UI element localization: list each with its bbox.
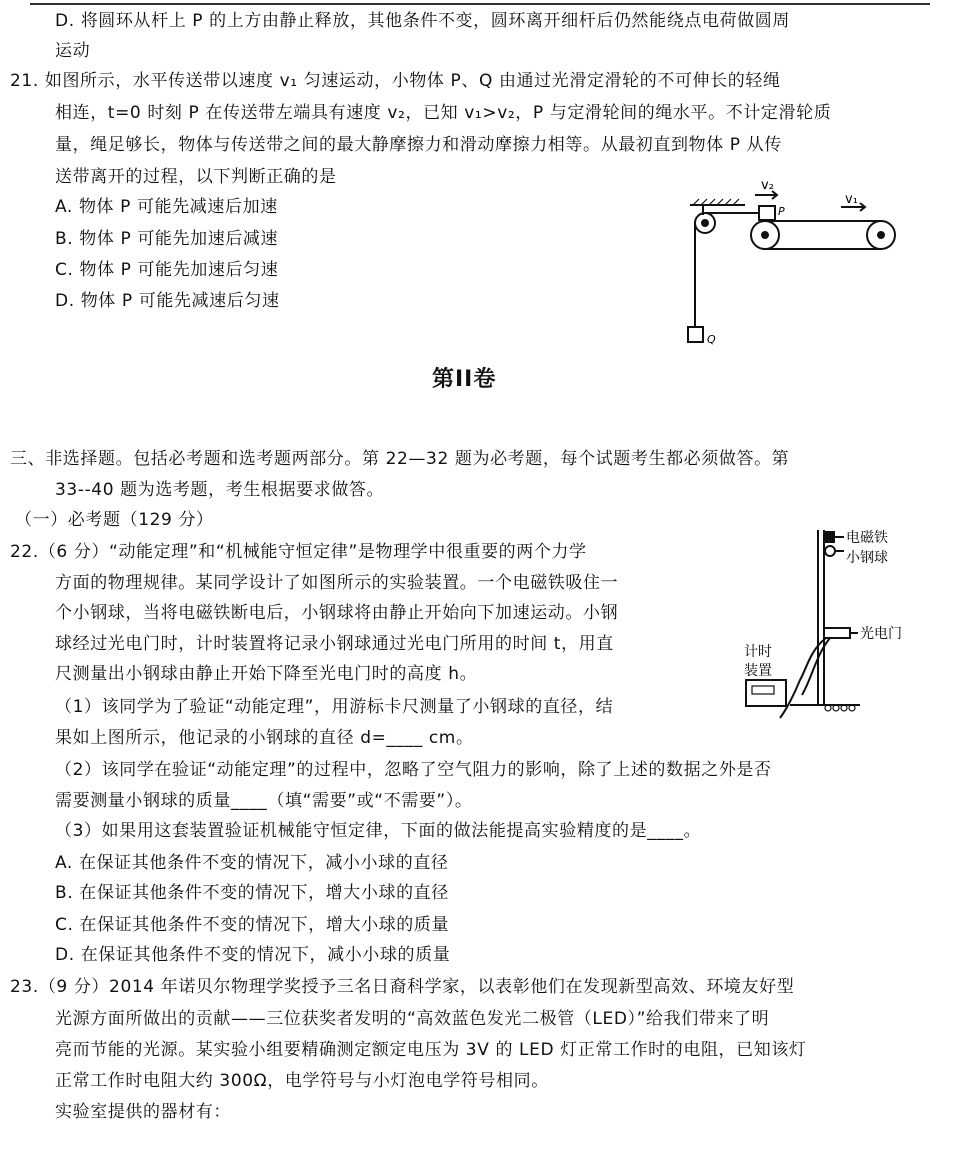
q22-sub2-line2: 需要测量小钢球的质量____（填“需要”或“不需要”）。 bbox=[55, 791, 473, 811]
q22-option-c: C. 在保证其他条件不变的情况下，增大小球的质量 bbox=[55, 915, 450, 935]
q21-option-b: B. 物体 P 可能先加速后减速 bbox=[55, 229, 279, 249]
q22-sub1-line2: 果如上图所示，他记录的小钢球的直径 d=____ cm。 bbox=[55, 728, 474, 748]
q22-stem-line5: 尺测量出小钢球由静止开始下降至光电门时的高度 h。 bbox=[55, 664, 478, 684]
q22-option-b: B. 在保证其他条件不变的情况下，增大小球的直径 bbox=[55, 883, 449, 903]
top-rule bbox=[30, 3, 930, 5]
part3-line2: 33--40 题为选考题，考生根据要求做答。 bbox=[55, 480, 385, 500]
label-ball: 小钢球 bbox=[846, 550, 888, 566]
label-v1: v₁ bbox=[845, 192, 858, 207]
q21-option-a: A. 物体 P 可能先减速后加速 bbox=[55, 197, 278, 217]
pulley-axle bbox=[702, 220, 708, 226]
block-q bbox=[688, 327, 703, 342]
label-p: P bbox=[778, 205, 785, 218]
q22-sub3: （3）如果用这套装置验证机械能守恒定律，下面的做法能提高实验精度的是____。 bbox=[55, 821, 702, 841]
label-q: Q bbox=[707, 333, 716, 346]
q22-stem-line1: 22.（6 分）“动能定理”和“机械能守恒定律”是物理学中很重要的两个力学 bbox=[10, 542, 587, 562]
q23-stem-line1: 23.（9 分）2014 年诺贝尔物理学奖授予三名日裔科学家，以表彰他们在发现新型高效、环境友好型 bbox=[10, 977, 795, 997]
q21-stem-line3: 量，绳足够长，物体与传送带之间的最大静摩擦力和滑动摩擦力相等。从最初直到物体 P 从传 bbox=[55, 135, 782, 155]
label-timer-1: 计时 bbox=[744, 644, 772, 660]
q22-sub1-line1: （1）该同学为了验证“动能定理”，用游标卡尺测量了小钢球的直径，结 bbox=[55, 697, 614, 717]
q22-apparatus-figure bbox=[740, 520, 930, 740]
q21-option-c: C. 物体 P 可能先加速后匀速 bbox=[55, 260, 279, 280]
q20-option-d-line1: D. 将圆环从杆上 P 的上方由静止释放，其他条件不变，圆环离开细杆后仍然能绕点电荷做圆周 bbox=[55, 11, 790, 31]
q22-sub2-line1: （2）该同学在验证“动能定理”的过程中，忽略了空气阻力的影响，除了上述的数据之外是否 bbox=[55, 760, 772, 780]
q21-stem-line4: 送带离开的过程，以下判断正确的是 bbox=[55, 167, 337, 187]
label-gate: 光电门 bbox=[860, 626, 902, 642]
q22-stem-line3: 个小钢球，当将电磁铁断电后，小钢球将由静止开始向下加速运动。小钢 bbox=[55, 603, 619, 623]
q23-stem-line3: 亮而节能的光源。某实验小组要精确测定额定电压为 3V 的 LED 灯正常工作时的电阻，已知该灯 bbox=[55, 1040, 807, 1060]
label-v2: v₂ bbox=[761, 178, 774, 193]
label-magnet: 电磁铁 bbox=[846, 530, 888, 546]
q21-conveyor-figure bbox=[685, 175, 905, 355]
block-p bbox=[759, 206, 775, 220]
q22-stem-line4: 球经过光电门时，计时装置将记录小钢球通过光电门所用的时间 t，用直 bbox=[55, 634, 614, 654]
photogate bbox=[824, 628, 850, 638]
section-title: 第II卷 bbox=[432, 367, 497, 392]
q20-option-d-line2: 运动 bbox=[55, 41, 91, 61]
label-timer-2: 装置 bbox=[744, 663, 772, 679]
electromagnet bbox=[826, 532, 834, 542]
steel-ball bbox=[825, 546, 835, 556]
q22-option-a: A. 在保证其他条件不变的情况下，减小小球的直径 bbox=[55, 853, 449, 873]
q21-stem-line2: 相连，t=0 时刻 P 在传送带左端具有速度 v₂，已知 v₁>v₂，P 与定滑轮间的绳水平。不计定滑轮质 bbox=[55, 103, 832, 123]
part3-line1: 三、非选择题。包括必考题和选考题两部分。第 22—32 题为必考题，每个试题考生都必须做答。第 bbox=[10, 449, 790, 469]
q21-stem-line1: 21. 如图所示，水平传送带以速度 v₁ 匀速运动，小物体 P、Q 由通过光滑定滑轮的不可伸长的轻绳 bbox=[10, 71, 781, 91]
q23-stem-line2: 光源方面所做出的贡献——三位获奖者发明的“高效蓝色发光二极管（LED）”给我们带来了明 bbox=[55, 1009, 770, 1029]
part3-subheading: （一）必考题（129 分） bbox=[15, 510, 214, 530]
q21-option-d: D. 物体 P 可能先减速后匀速 bbox=[55, 291, 280, 311]
q23-stem-line5: 实验室提供的器材有： bbox=[55, 1102, 231, 1122]
q22-stem-line2: 方面的物理规律。某同学设计了如图所示的实验装置。一个电磁铁吸住一 bbox=[55, 573, 619, 593]
q22-option-d: D. 在保证其他条件不变的情况下，减小小球的质量 bbox=[55, 945, 451, 965]
q23-stem-line4: 正常工作时电阻大约 300Ω，电学符号与小灯泡电学符号相同。 bbox=[55, 1071, 549, 1091]
